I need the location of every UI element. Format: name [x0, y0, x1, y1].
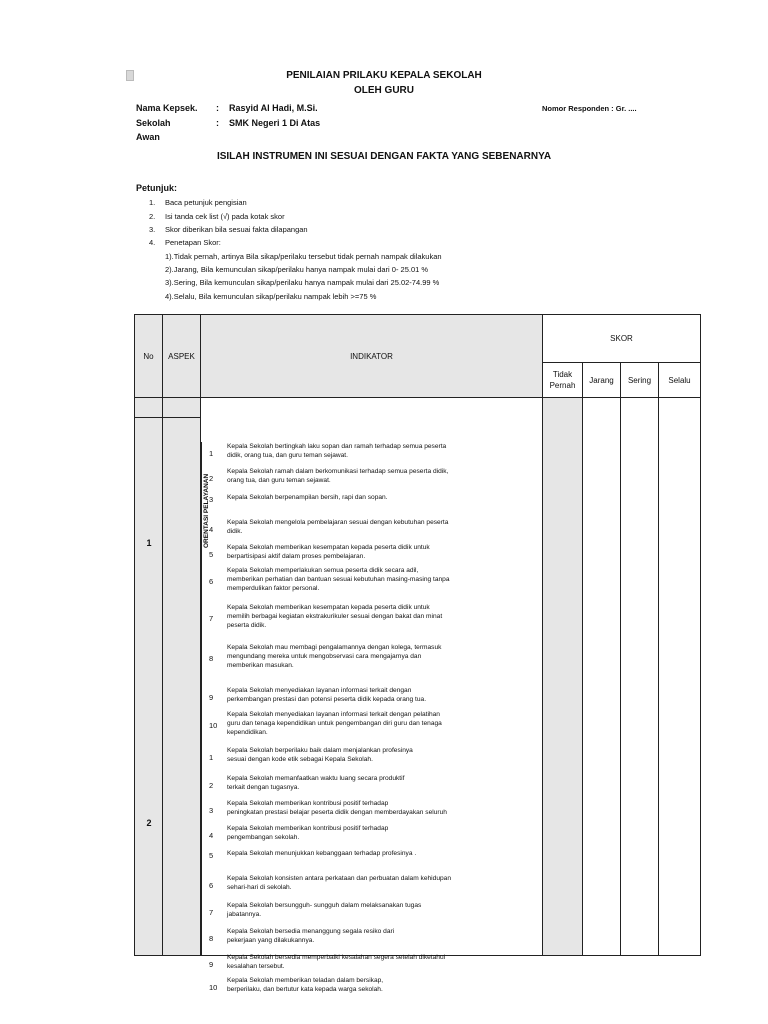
row-indicator-text: Kepala Sekolah memberikan kontribusi positif terhadap: [227, 825, 389, 832]
row-indicator-text: Kepala Sekolah ramah dalam berkomunikasi terhadap semua peserta didik,: [227, 468, 449, 475]
row-indicator-text: Kepala Sekolah bersungguh- sungguh dalam melaksanakan tugas: [227, 902, 422, 909]
header-indikator: INDIKATOR: [201, 315, 543, 398]
row-indicator-text: pekerjaan yang dilakukannya.: [227, 937, 315, 944]
skor-rule: 3).Sering, Bila kemunculan sikap/perilaku hanya nampak mulai dari 25.02-74.99 %: [165, 278, 440, 287]
score-cell-jarang[interactable]: [583, 398, 621, 956]
row-indicator-text: terkait dengan tugasnya.: [227, 784, 300, 791]
row-indicator-text: Kepala Sekolah memperlakukan semua peserta didik secara adil,: [227, 567, 419, 574]
petunjuk-num: 2.: [149, 212, 156, 221]
row-indicator-text: Kepala Sekolah memberikan kesempatan kepada peserta didik untuk: [227, 544, 430, 551]
row-indicator-text: Kepala Sekolah menyediakan layanan informasi terkait dengan: [227, 687, 412, 694]
row-number: 5: [209, 549, 214, 559]
petunjuk-label: Petunjuk:: [136, 183, 178, 193]
row-number: 3: [209, 495, 214, 504]
nama-value: Rasyid Al Hadi, M.Si.: [229, 103, 318, 113]
row-number: 4: [209, 524, 214, 534]
row-number: 2: [209, 473, 214, 483]
row-number: 9: [209, 959, 214, 969]
aspek-number-2: 2: [146, 818, 152, 829]
row-number: 6: [209, 577, 214, 586]
row-number: 3: [209, 805, 214, 815]
no-cell-empty: [135, 398, 163, 418]
row-number: 6: [209, 880, 214, 890]
sekolah-label: Sekolah: [136, 118, 171, 128]
row-indicator-text: didik.: [227, 528, 243, 535]
page-title: PENILAIAN PRILAKU KEPALA SEKOLAH: [286, 70, 482, 81]
row-indicator-text: berpartisipasi aktif dalam proses pembelajaran.: [227, 553, 366, 560]
header-no: No: [135, 315, 163, 398]
row-number: 8: [209, 933, 214, 943]
page-subtitle: OLEH GURU: [354, 85, 414, 96]
score-cell-sering[interactable]: [621, 398, 659, 956]
row-indicator-text: kependidikan.: [227, 729, 268, 736]
row-indicator-text: Kepala Sekolah berperilaku baik dalam menjalankan profesinya: [227, 747, 413, 754]
row-indicator-text: Kepala Sekolah menunjukkan kebanggaan terhadap profesinya .: [227, 850, 417, 857]
row-indicator-text: memberikan masukan.: [227, 662, 294, 669]
sekolah-value: SMK Negeri 1 Di Atas: [229, 118, 321, 128]
header-sering: Sering: [621, 363, 659, 398]
skor-rule: 2).Jarang, Bila kemunculan sikap/perilaku hanya nampak mulai dari 0- 25.01 %: [165, 265, 429, 274]
row-indicator-text: sehari-hari di sekolah.: [227, 884, 292, 891]
nama-colon: :: [216, 103, 219, 113]
row-indicator-text: jabatannya.: [227, 911, 262, 918]
skor-rule: 1).Tidak pernah, artinya Bila sikap/perilaku tersebut tidak pernah nampak dilakukan: [165, 252, 442, 261]
row-indicator-text: Kepala Sekolah menyediakan layanan informasi terkait dengan pelatihan: [227, 711, 440, 718]
row-number: 9: [209, 692, 214, 702]
nomor-responden: Nomor Responden : Gr. ....: [542, 104, 637, 113]
petunjuk-text: Skor diberikan bila sesuai fakta dilapangan: [165, 225, 308, 234]
petunjuk-num: 4.: [149, 238, 156, 247]
row-indicator-text: memperdulikan faktor personal.: [227, 585, 320, 592]
row-number: 4: [209, 830, 214, 840]
row-indicator-text: sesuai dengan kode etik sebagai Kepala Sekolah.: [227, 756, 373, 763]
row-indicator-text: pengembangan sekolah.: [227, 834, 300, 841]
indikator-column: [201, 398, 543, 993]
row-indicator-text: Kepala Sekolah memberikan teladan dalam bersikap,: [227, 977, 384, 984]
header-aspek: ASPEK: [163, 315, 201, 398]
row-number: 10: [209, 721, 218, 730]
skor-rule: 4).Selalu, Bila kemunculan sikap/perilaku nampak lebih >=75 %: [165, 292, 377, 301]
row-indicator-text: Kepala Sekolah mau membagi pengalamannya dengan kolega, termasuk: [227, 644, 442, 651]
score-cell-tidak[interactable]: [543, 398, 583, 956]
row-indicator-text: Kepala Sekolah berpenampilan bersih, rapi dan sopan.: [227, 494, 388, 501]
header-pernah: Pernah: [549, 381, 576, 390]
row-number: 2: [209, 780, 214, 790]
row-indicator-text: Kepala Sekolah memberikan kesempatan kepada peserta didik untuk: [227, 604, 430, 611]
petunjuk-text: Baca petunjuk pengisian: [165, 198, 247, 207]
header-tidak-pernah: [543, 363, 583, 398]
row-indicator-text: Kepala Sekolah memberikan kontribusi positif terhadap: [227, 800, 389, 807]
no-column: [135, 418, 163, 956]
header-selalu: Selalu: [659, 363, 701, 398]
row-indicator-text: Kepala Sekolah bertingkah laku sopan dan ramah terhadap semua peserta: [227, 443, 447, 450]
row-indicator-text: mengundang mereka untuk mengobservasi cara mengajarnya dan: [227, 653, 422, 660]
row-indicator-text: Kepala Sekolah bersedia menanggung segala resiko dari: [227, 928, 395, 935]
header-jarang: Jarang: [583, 363, 621, 398]
row-indicator-text: peningkatan prestasi belajar peserta didik dengan memberdayakan seluruh: [227, 809, 447, 816]
row-number: 7: [209, 614, 214, 623]
assessment-table: [134, 314, 701, 993]
aspek-number-1: 1: [146, 538, 152, 549]
row-number: 10: [209, 982, 218, 992]
row-indicator-text: memberikan perhatian dan bantuan sesuai kebutuhan masing-masing tanpa: [227, 576, 450, 583]
row-indicator-text: Kepala Sekolah mengelola pembelajaran sesuai dengan kebutuhan peserta: [227, 519, 449, 526]
header-tidak: Tidak: [552, 370, 573, 379]
row-indicator-text: Kepala Sekolah memanfaatkan waktu luang secara produktif: [227, 775, 405, 782]
row-indicator-text: guru dan tenaga kependidikan untuk pengembangan diri guru dan tenaga: [227, 720, 442, 727]
row-indicator-text: memilih berbagai kegiatan ekstrakurikuler sesuai dengan bakat dan minat: [227, 613, 443, 620]
aspek-cell-empty: [163, 398, 201, 418]
sekolah-colon: :: [216, 118, 219, 128]
sekolah-awan: Awan: [136, 132, 160, 142]
row-number: 8: [209, 654, 214, 663]
row-indicator-text: perkembangan prestasi dan potensi peserta didik kepada orang tua.: [227, 696, 427, 703]
petunjuk-text: Isi tanda cek list (√) pada kotak skor: [165, 212, 285, 221]
row-number: 1: [209, 752, 214, 762]
petunjuk-text: Penetapan Skor:: [165, 238, 221, 247]
petunjuk-num: 3.: [149, 225, 156, 234]
instruction-title: ISILAH INSTRUMEN INI SESUAI DENGAN FAKTA YANG SEBENARNYA: [216, 151, 552, 162]
score-cell-selalu[interactable]: [659, 398, 701, 956]
aspek-column: [163, 418, 201, 956]
row-indicator-text: orang tua, dan guru teman sejawat.: [227, 477, 331, 484]
indikator-left-rule: [201, 442, 202, 955]
nama-label: Nama Kepsek.: [136, 103, 198, 113]
row-indicator-text: kesalahan tersebut.: [227, 963, 285, 970]
row-indicator-text: didik, orang tua, dan guru teman sejawat.: [227, 452, 348, 459]
row-number: 1: [209, 448, 214, 458]
row-indicator-text: Kepala Sekolah bersedia memperbaiki kesalahan segera setelah diketahui: [227, 954, 446, 961]
petunjuk-num: 1.: [149, 198, 156, 207]
row-indicator-text: berperilaku, dan bertutur kata kepada warga sekolah.: [227, 986, 383, 993]
aspek-name-orientasi: ORENTASI PELAYANAN: [203, 473, 210, 548]
header-skor: SKOR: [543, 315, 701, 363]
row-number: 5: [209, 851, 214, 860]
row-indicator-text: peserta didik.: [227, 622, 267, 629]
row-indicator-text: Kepala Sekolah konsisten antara perkataan dan perbuatan dalam kehidupan: [227, 875, 451, 882]
row-number: 7: [209, 907, 214, 917]
